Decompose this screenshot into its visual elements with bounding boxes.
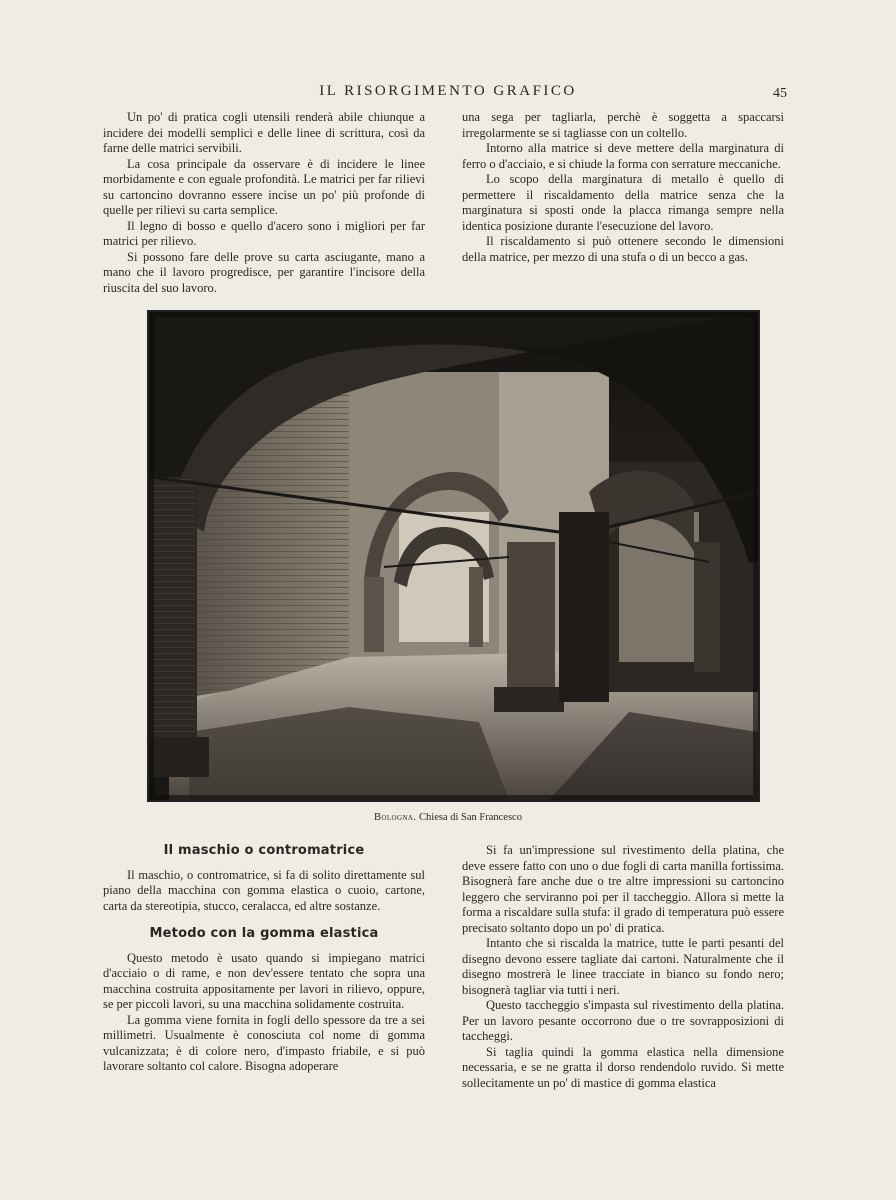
church-photograph <box>147 310 760 802</box>
paragraph: Si possono fare delle prove su carta asciugante, mano a mano che il lavoro progredisce, per garantire l'incisore della riuscita del suo lavoro. <box>103 249 425 295</box>
paragraph: Un po' di pratica cogli utensili renderà abile chiunque a incidere dei modelli semplici e delle linee di scrittura, così da farne delle matrici servibili. <box>103 110 425 155</box>
section-heading-maschio: Il maschio o contromatrice <box>163 843 365 858</box>
paragraph: La cosa principale da osservare è di incidere le linee morbidamente e con eguale profondità. Le matrici per far rilievi su cartoncino dovranno essere incise un po' più profonde di quelle per rilievi su carta semplice. <box>103 156 425 217</box>
paragraph: Si fa un'impressione sul rivestimento della platina, che deve essere fatto con uno o due fogli di carta manilla fortissima. Bisognerà fare anche due o tre altre impressioni su cartoncino leggero che serviranno poi per il taccheggio. Allora si mette la forma a riscaldare sulla stufa: il grado di temperatura può essere precisato soltanto dopo un po' di pratica. <box>462 843 784 935</box>
paragraph: Lo scopo della marginatura di metallo è quello di permettere il riscaldamento della matrice senza che la marginatura si sposti onde la placca rimanga sempre nella identica posizione durante l'esecuzione del lavoro. <box>462 172 784 233</box>
paragraph: La gomma viene fornita in fogli dello spessore da tre a sei millimetri. Usualmente è conosciuta col nome di gomma vulcanizzata; è di colore nero, d'impasto friabile, e si può lavorare soltanto col calore. Bisogna adoperare <box>103 1012 425 1073</box>
bottom-right-column <box>462 843 784 1091</box>
paragraph: Intanto che si riscalda la matrice, tutte le parti pesanti del disegno devono essere tagliate dai cartoni. Naturalmente che il disegno mostrerà le linee tracciate in bianco su fondo nero; bisognerà tagliar via tutti i neri. <box>462 936 784 997</box>
top-right-column <box>462 110 784 265</box>
top-left-column <box>103 110 425 296</box>
bottom-left-column <box>103 843 425 1075</box>
paragraph: Questo metodo è usato quando si impiegano matrici d'acciaio o di rame, e non dev'essere tentato che sopra una macchina costruita appositamente per lavori in rilievo, oppure, se per piccoli lavori, su una macchina solidamente costruita. <box>103 950 425 1011</box>
paragraph: una sega per tagliarla, perchè è soggetta a spaccarsi irregolarmente se si tagliasse con un coltello. <box>462 110 784 140</box>
paragraph: Il maschio, o contromatrice, si fa di solito direttamente sul piano della macchina con gomma elastica o cuoio, cartone, carta da stereotipia, stucco, ceralacca, ed altre sostanze. <box>103 867 425 913</box>
paragraph: Il riscaldamento si può ottenere secondo le dimensioni della matrice, per mezzo di una stufa o di un becco a gas. <box>462 234 784 264</box>
church-interior-illustration <box>149 312 758 800</box>
caption-text: Chiesa di San Francesco <box>416 812 522 823</box>
photo-caption <box>0 812 896 823</box>
page-number: 45 <box>773 86 787 101</box>
paragraph: Il legno di bosso e quello d'acero sono i migliori per far matrici per rilievo. <box>103 218 425 248</box>
running-header-title: IL RISORGIMENTO GRAFICO <box>319 83 577 99</box>
section-heading-metodo: Metodo con la gomma elastica <box>149 926 379 941</box>
paragraph: Intorno alla matrice si deve mettere della marginatura di ferro o d'acciaio, e si chiude la forma con serrature meccaniche. <box>462 141 784 171</box>
paragraph: Questo taccheggio s'impasta sul rivestimento della platina. Per un lavoro pesante occorrono due o tre sovrapposizioni di taccheggi. <box>462 998 784 1043</box>
caption-place: Bologna. <box>374 812 417 823</box>
paragraph: Si taglia quindi la gomma elastica nella dimensione necessaria, e se ne gratta il dorso rendendolo ruvido. Si mette sollecitamente un po' di mastice di gomma elastica <box>462 1044 784 1090</box>
